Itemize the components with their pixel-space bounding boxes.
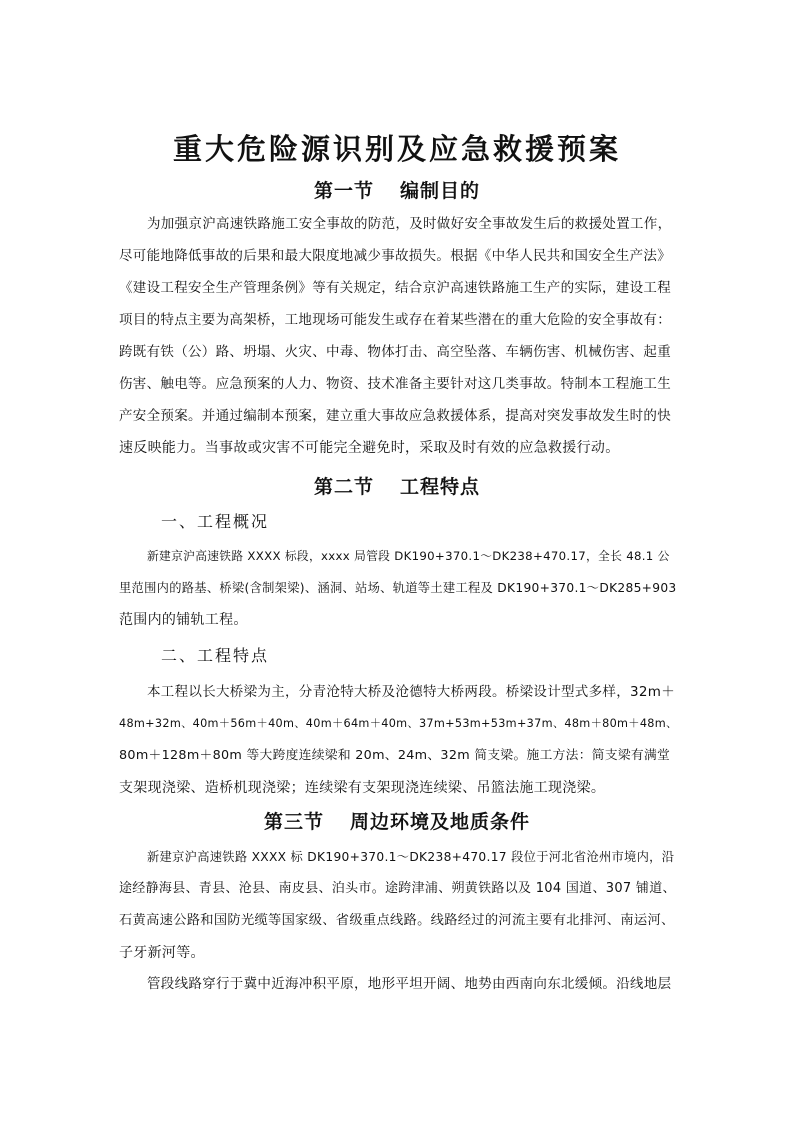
text-line: 伤害、触电等。应急预案的人力、物资、技术准备主要针对这几类事故。特制本工程施工生 bbox=[119, 376, 671, 392]
text-line: 管段线路穿行于冀中近海冲积平原，地形平坦开阔、地势由西南向东北缓倾。沿线地层 bbox=[147, 976, 672, 992]
text-line: 范围内的铺轨工程。 bbox=[119, 612, 248, 628]
text-line: 新建京沪高速铁路 XXXX 标 DK190+370.1～DK238+470.17 段位于河北省沧州市境内，沿 bbox=[147, 850, 675, 864]
text-line: 48m+32m、40m＋56m＋40m、40m＋64m＋40m、37m+53m+53m+37m、48m＋80m＋48m、 bbox=[119, 717, 678, 730]
text-line: 新建京沪高速铁路 XXXX 标段，xxxx 局管段 DK190+370.1～DK238+470.17，全长 48.1 公 bbox=[147, 549, 670, 563]
paragraph bbox=[119, 540, 679, 636]
section-heading-1 bbox=[0, 176, 794, 203]
document-title: 重大危险源识别及应急救援预案 bbox=[172, 132, 621, 166]
text-line: 跨既有铁（公）路、坍塌、火灾、中毒、物体打击、高空坠落、车辆伤害、机械伤害、起重 bbox=[119, 344, 671, 360]
text-line: 途经静海县、青县、沧县、南皮县、泊头市。途跨津浦、朔黄铁路以及 104 国道、307 铺道、 bbox=[119, 881, 676, 896]
paragraph bbox=[119, 968, 679, 1000]
text-line: 产安全预案。并通过编制本预案，建立重大事故应急救援体系，提高对突发事故发生时的快 bbox=[119, 408, 671, 424]
section-heading-3 bbox=[0, 807, 794, 834]
section-title: 工程特点 bbox=[400, 476, 481, 498]
text-line: 《建设工程安全生产管理条例》等有关规定，结合京沪高速铁路施工生产的实际，建设工程 bbox=[119, 280, 671, 296]
text-line: 为加强京沪高速铁路施工安全事故的防范，及时做好安全事故发生后的救援处置工作， bbox=[147, 216, 672, 232]
subsection-heading-overview: 一、工程概况 bbox=[161, 512, 270, 531]
text-line: 本工程以长大桥梁为主，分青沧特大桥及沧德特大桥两段。桥梁设计型式多样，32m＋ bbox=[147, 684, 676, 700]
text-line: 里范围内的路基、桥梁(含制架梁)、涵洞、站场、轨道等土建工程及 DK190+370.1～DK285+903 bbox=[119, 581, 677, 595]
section-number: 第一节 bbox=[313, 180, 374, 202]
section-title: 编制目的 bbox=[400, 180, 481, 202]
text-line: 石黄高速公路和国防光缆等国家级、省级重点线路。线路经过的河流主要有北排河、南运河、 bbox=[119, 913, 675, 928]
text-line: 尽可能地降低事故的后果和最大限度地减少事故损失。根据《中华人民共和国安全生产法》 bbox=[119, 248, 671, 264]
text-line: 速反映能力。当事故或灾害不可能完全避免时，采取及时有效的应急救援行动。 bbox=[119, 440, 620, 456]
section-title: 周边环境及地质条件 bbox=[350, 811, 531, 833]
text-line: 项目的特点主要为高架桥，工地现场可能发生或存在着某些潜在的重大危险的安全事故有： bbox=[119, 312, 671, 328]
section-number: 第二节 bbox=[313, 476, 374, 498]
section-number: 第三节 bbox=[263, 811, 324, 833]
subsection-heading-features: 二、工程特点 bbox=[161, 646, 270, 665]
text-line: 支架现浇梁、造桥机现浇梁；连续梁有支架现浇连续梁、吊篮法施工现浇梁。 bbox=[119, 780, 606, 796]
paragraph bbox=[119, 676, 679, 804]
paragraph bbox=[119, 841, 679, 969]
text-line: 子牙新河等。 bbox=[119, 945, 205, 961]
text-line: 80m＋128m＋80m 等大跨度连续梁和 20m、24m、32m 简支梁。施工方法：简支梁有满堂 bbox=[119, 748, 671, 763]
section-heading-2 bbox=[0, 472, 794, 499]
paragraph bbox=[119, 208, 679, 464]
